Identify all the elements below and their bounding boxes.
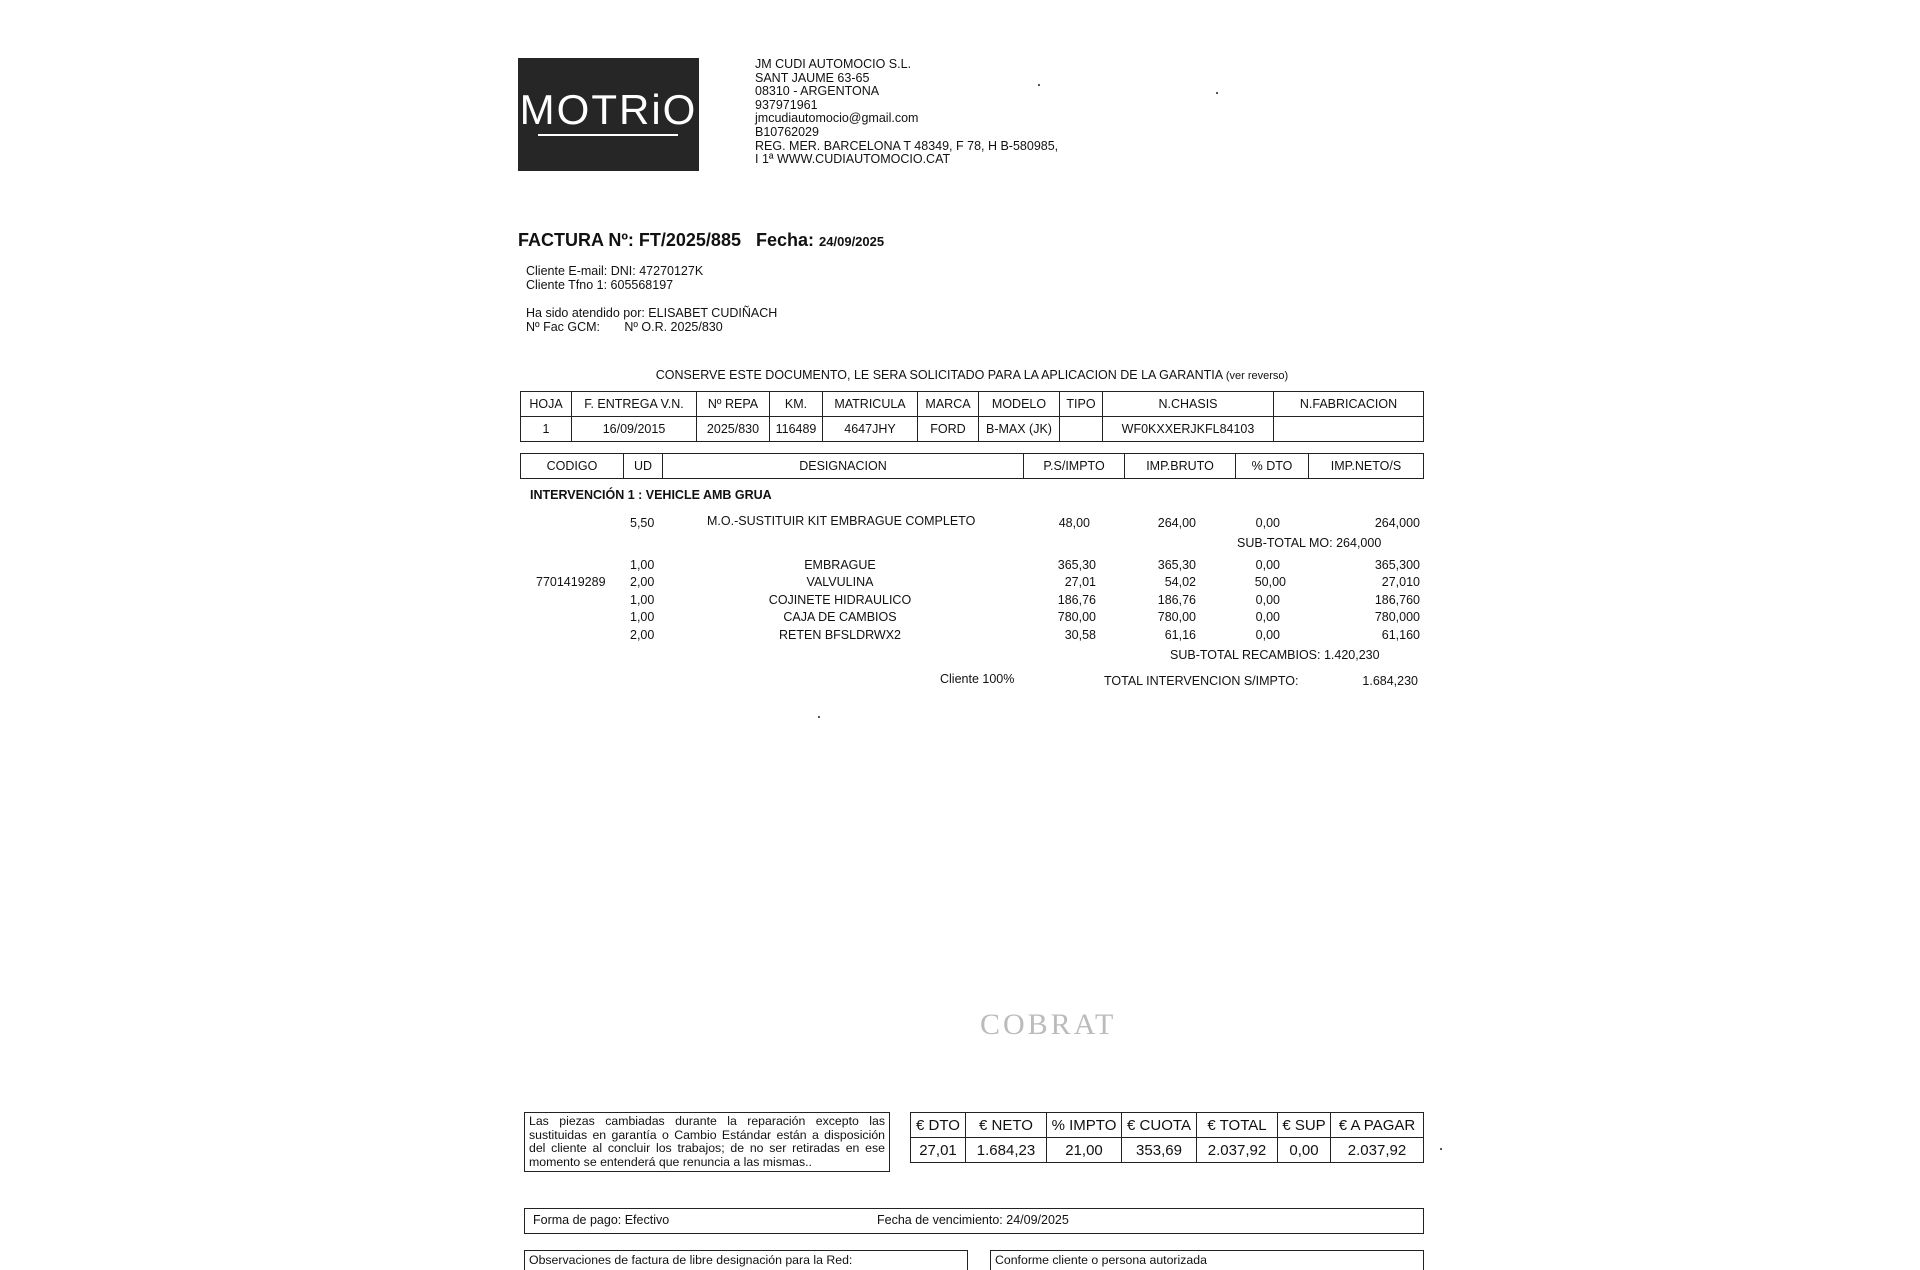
header-cell: MARCA <box>918 392 979 417</box>
company-line: B10762029 <box>755 124 819 139</box>
totals-header-cell: % IMPTO <box>1047 1113 1122 1138</box>
header-cell: P.S/IMPTO <box>1024 454 1125 479</box>
order-refs <box>526 320 777 334</box>
totals-value-cell: 0,00 <box>1278 1138 1331 1163</box>
conformity-label: Conforme cliente o persona autorizada <box>995 1253 1207 1267</box>
header-cell: MATRICULA <box>823 392 918 417</box>
observations-label: Observaciones de factura de libre designación para la Red: <box>529 1253 853 1267</box>
header-cell: IMP.BRUTO <box>1125 454 1236 479</box>
header-cell: UD <box>624 454 663 479</box>
conformity-box <box>990 1250 1424 1270</box>
line-price: 48,00 <box>1058 516 1090 530</box>
company-line: 08310 - ARGENTONA <box>755 84 880 99</box>
line-gross: 264,00 <box>1157 516 1196 530</box>
line-ud: 1,00 <box>630 558 655 572</box>
attended-info <box>526 306 777 334</box>
totals-header-cell: € A PAGAR <box>1331 1113 1424 1138</box>
subtotal-parts: SUB-TOTAL RECAMBIOS: 1.420,230 <box>1170 648 1380 662</box>
vehicle-header-row <box>521 392 1424 417</box>
line-gross: 54,02 <box>1164 575 1196 589</box>
line-code: 7701419289 <box>536 575 606 589</box>
line-desc: M.O.-SUSTITUIR KIT EMBRAGUE COMPLETO <box>707 514 976 528</box>
line-price: 27,01 <box>1064 575 1096 589</box>
line-price: 186,76 <box>1057 593 1096 607</box>
header-cell: N.CHASIS <box>1103 392 1274 417</box>
scan-speck <box>1038 84 1040 86</box>
brand-logo <box>518 58 699 171</box>
line-desc: CAJA DE CAMBIOS <box>783 610 897 624</box>
line-dto: 0,00 <box>1255 516 1280 530</box>
totals-value-cell: 353,69 <box>1122 1138 1197 1163</box>
totals-header-cell: € CUOTA <box>1122 1113 1197 1138</box>
vehicle-table <box>520 391 1424 442</box>
totals-table <box>910 1112 1424 1163</box>
totals-header-cell: € NETO <box>966 1113 1047 1138</box>
notice-small: (ver reverso) <box>1225 370 1289 382</box>
totals-value-row <box>911 1138 1424 1163</box>
payment-method: Forma de pago: Efectivo <box>533 1213 670 1227</box>
scan-speck <box>1216 92 1218 94</box>
attended-by: Ha sido atendido por: ELISABET CUDIÑACH <box>526 306 778 320</box>
data-cell: 1 <box>521 417 572 442</box>
totals-value-cell: 21,00 <box>1047 1138 1122 1163</box>
data-cell: 4647JHY <box>823 417 918 442</box>
total-intervention-value: 1.684,230 <box>1362 674 1418 688</box>
line-net: 186,760 <box>1374 593 1420 607</box>
totals-header-cell: € TOTAL <box>1197 1113 1278 1138</box>
totals-value-cell: 2.037,92 <box>1331 1138 1424 1163</box>
data-cell <box>1274 417 1424 442</box>
data-cell: B-MAX (JK) <box>979 417 1060 442</box>
line-gross: 780,00 <box>1157 610 1196 624</box>
header-cell: IMP.NETO/S <box>1309 454 1424 479</box>
header-cell: MODELO <box>979 392 1060 417</box>
total-intervention-label: TOTAL INTERVENCION S/IMPTO: <box>1104 674 1299 688</box>
invoice-title <box>518 230 884 251</box>
company-line: REG. MER. BARCELONA T 48349, F 78, H B-580985, <box>755 138 1059 153</box>
header-cell: Nº REPA <box>697 392 770 417</box>
header-cell: % DTO <box>1236 454 1309 479</box>
scan-speck <box>1440 1148 1442 1150</box>
data-cell: 2025/830 <box>697 417 770 442</box>
line-desc: EMBRAGUE <box>804 558 876 572</box>
header-cell: HOJA <box>521 392 572 417</box>
warranty-notice <box>520 368 1424 382</box>
data-cell <box>1060 417 1103 442</box>
totals-value-cell: 2.037,92 <box>1197 1138 1278 1163</box>
line-net: 780,000 <box>1374 610 1420 624</box>
line-dto: 0,00 <box>1255 558 1280 572</box>
vehicle-data-row <box>521 417 1424 442</box>
header-cell: CODIGO <box>521 454 624 479</box>
invoice-date-label: Fecha: <box>755 230 815 250</box>
totals-value-cell: 1.684,23 <box>966 1138 1047 1163</box>
fac-gcm: Nº Fac GCM: <box>526 320 601 334</box>
header-cell: TIPO <box>1060 392 1103 417</box>
line-dto: 0,00 <box>1255 610 1280 624</box>
observations-box <box>524 1250 968 1270</box>
line-ud: 2,00 <box>630 575 655 589</box>
header-cell: N.FABRICACION <box>1274 392 1424 417</box>
line-dto: 50,00 <box>1254 575 1286 589</box>
line-desc: RETEN BFSLDRWX2 <box>778 628 901 642</box>
company-line: 937971961 <box>755 97 818 112</box>
line-price: 365,30 <box>1057 558 1096 572</box>
or-number: Nº O.R. 2025/830 <box>624 320 723 334</box>
payment-box <box>524 1208 1424 1234</box>
company-line: I 1ª WWW.CUDIAUTOMOCIO.CAT <box>755 152 951 167</box>
notice-text: CONSERVE ESTE DOCUMENTO, LE SERA SOLICITADO PARA LA APLICACION DE LA GARANTIA <box>655 368 1223 382</box>
logo-underline <box>538 134 678 136</box>
line-dto: 0,00 <box>1255 593 1280 607</box>
line-net: 61,160 <box>1381 628 1420 642</box>
client-info <box>526 264 703 292</box>
line-net: 264,000 <box>1374 516 1420 530</box>
totals-header-cell: € DTO <box>911 1113 966 1138</box>
line-net: 365,300 <box>1374 558 1420 572</box>
totals-header-cell: € SUP <box>1278 1113 1331 1138</box>
data-cell: 116489 <box>770 417 823 442</box>
client-email: Cliente E-mail: DNI: 47270127K <box>526 264 704 278</box>
totals-header-row <box>911 1113 1424 1138</box>
line-net: 27,010 <box>1381 575 1420 589</box>
line-desc: COJINETE HIDRAULICO <box>768 593 912 607</box>
data-cell: FORD <box>918 417 979 442</box>
header-cell: DESIGNACION <box>663 454 1024 479</box>
client-phone: Cliente Tfno 1: 605568197 <box>526 278 674 292</box>
line-price: 780,00 <box>1057 610 1096 624</box>
company-line: jmcudiautomocio@gmail.com <box>755 111 919 126</box>
line-gross: 365,30 <box>1157 558 1196 572</box>
data-cell: 16/09/2015 <box>572 417 697 442</box>
line-ud: 1,00 <box>630 610 655 624</box>
header-cell: F. ENTREGA V.N. <box>572 392 697 417</box>
subtotal-mo: SUB-TOTAL MO: 264,000 <box>1237 536 1382 550</box>
line-price: 30,58 <box>1064 628 1096 642</box>
line-gross: 186,76 <box>1157 593 1196 607</box>
parts-disposal-note: Las piezas cambiadas durante la reparación excepto las sustituidas en garantía o Cambio Estándar están a disposición del cliente al concluir los trabajos; de no ser retiradas en ese momento se entenderá que renuncia a las mismas.. <box>524 1112 890 1172</box>
totals-value-cell: 27,01 <box>911 1138 966 1163</box>
header-cell: KM. <box>770 392 823 417</box>
company-info <box>755 58 1058 167</box>
data-cell: WF0KXXERJKFL84103 <box>1103 417 1274 442</box>
due-date: Fecha de vencimiento: 24/09/2025 <box>877 1213 1069 1227</box>
invoice-date: 24/09/2025 <box>819 234 885 249</box>
line-ud: 1,00 <box>630 593 655 607</box>
company-line: JM CUDI AUTOMOCIO S.L. <box>755 57 912 71</box>
line-ud: 5,50 <box>630 516 655 530</box>
line-dto: 0,00 <box>1255 628 1280 642</box>
company-line: SANT JAUME 63-65 <box>755 70 870 85</box>
line-gross: 61,16 <box>1164 628 1196 642</box>
invoice-number: FACTURA Nº: FT/2025/885 <box>518 230 741 250</box>
client-percentage: Cliente 100% <box>940 672 1015 686</box>
line-desc: VALVULINA <box>806 575 874 589</box>
items-header-row <box>521 454 1424 479</box>
items-header-table <box>520 453 1424 479</box>
paid-stamp: COBRAT <box>980 1008 1117 1041</box>
logo-text: MOTRiO <box>519 86 698 133</box>
intervention-title: INTERVENCIÓN 1 : VEHICLE AMB GRUA <box>530 488 772 502</box>
scan-speck <box>818 716 820 718</box>
line-ud: 2,00 <box>630 628 655 642</box>
